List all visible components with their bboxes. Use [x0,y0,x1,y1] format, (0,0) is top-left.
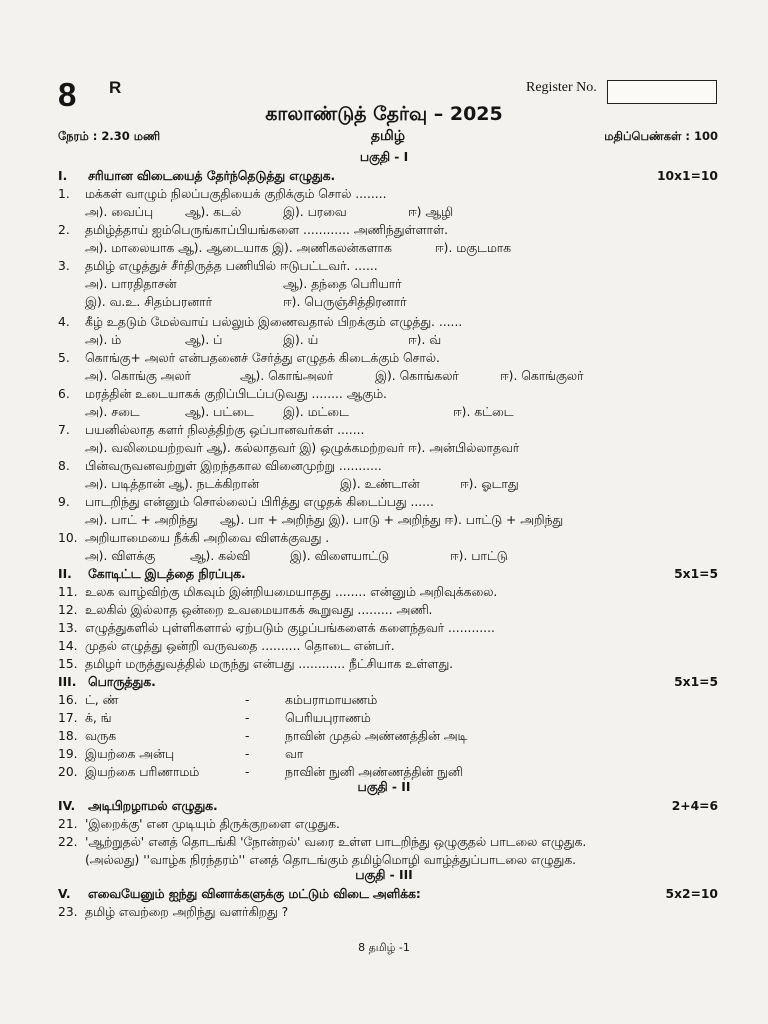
max-marks: மதிப்பெண்கள் : 100 [604,129,718,143]
part-2-heading: பகுதி - II [357,780,411,794]
question-8: 8. பின்வருவனவற்றுள் இறந்தகால வினைமுற்று ........... [58,459,382,473]
part-1-heading: பகுதி - I [359,150,409,164]
section-1-heading [58,168,718,186]
question-6-options: அ). சடை ஆ). பட்டை இ). மட்டை ஈ). கட்டை [85,405,514,419]
question-9-options: அ). பாட் + அறிந்து ஆ). பா + அறிந்து இ). பாடு + அறிந்து ஈ). பாட்டு + அறிந்து [85,513,564,527]
question-2: 2. தமிழ்த்தாய் ஐம்பெருங்காப்பியங்களை ............ அணிந்துள்ளாள். [58,223,448,237]
question-9: 9. பாடறிந்து என்னும் சொல்லைப் பிரித்து எழுதக் கிடைப்பது ...... [58,495,434,509]
question-7-options: அ). வலிமையற்றவர் ஆ). கல்லாதவர் இ) ஒழுக்கமற்றவர் ஈ). அன்பில்லாதவர் [85,441,520,455]
question-5-options: அ). கொங்கு அலர் ஆ). கொங்அலர் இ). கொங்கலர் ஈ). கொங்குலர் [85,369,584,383]
fill-blank-14: 14. முதல் எழுத்து ஒன்றி வருவதை .......... தொடை என்பர். [58,639,395,653]
question-1: 1. மக்கள் வாழும் நிலப்பகுதியைக் குறிக்கும் சொல் ........ [58,187,387,201]
question-8-options: அ). படித்தான் ஆ). நடக்கிறான் இ). உண்டான் ஈ). ஓடாது [85,477,519,491]
question-10: 10. அறியாமையை நீக்கி அறிவை விளக்குவது . [58,531,330,545]
part-3-heading: பகுதி - III [355,868,413,882]
grade-number: 8 [58,76,77,113]
question-2-options: அ). மாலையாக ஆ). ஆடையாக இ). அணிகலன்களாக ஈ). மகுடமாக [85,241,512,255]
question-7: 7. பயனில்லாத களர் நிலத்திற்கு ஒப்பானவர்கள் ....... [58,423,365,437]
section-number: I. [58,169,68,183]
question-4: 4. கீழ் உதடும் மேல்வாய் பல்லும் இணைவதால் பிறக்கும் எழுத்து. ...... [58,315,463,329]
question-3-options-a: அ). பாரதிதாசன் ஆ). தந்தை பெரியார் [85,277,402,291]
question-4-options: அ). ம் ஆ). ப் இ). ய் ஈ). வ் [85,333,442,347]
memory-22: 22. 'ஆற்றுதல்' எனத் தொடங்கி 'நோன்றல்' வரை உள்ள பாடறிந்து ஒழுகுதல் பாடலை எழுதுக. [58,835,587,849]
register-number-box[interactable] [607,80,717,104]
question-3-options-b: இ). வ.உ. சிதம்பரனார் ஈ). பெருஞ்சித்திரனார் [85,295,407,309]
match-19: 19. இயற்கை அன்பு - வா [58,747,304,761]
register-label: Register No. [526,80,597,95]
page-footer: 8 தமிழ் -1 [358,941,410,954]
section-marks: 10x1=10 [656,169,718,183]
fill-blank-11: 11. உலக வாழ்விற்கு மிகவும் இன்றியமையாதது ........ என்னும் அறிவுக்கலை. [58,585,498,599]
fill-blank-13: 13. எழுத்துகளில் புள்ளிகளால் ஏற்படும் குழப்பங்களைக் களைந்தவர் ............ [58,621,495,635]
section-5-heading: V. எவையேனும் ஐந்து வினாக்களுக்கு மட்டும் விடை அளிக்க: 5x2=10 [58,887,718,901]
short-answer-23: 23. தமிழ் எவற்றை அறிந்து வளர்கிறது ? [58,905,289,919]
section-2-heading: II. கோடிட்ட இடத்தை நிரப்புக. 5x1=5 [58,567,718,581]
question-6: 6. மரத்தின் உடையாகக் குறிப்பிடப்படுவது ........ ஆகும். [58,387,387,401]
section-4-heading: IV. அடிபிறழாமல் எழுதுக. 2+4=6 [58,799,718,813]
question-5: 5. கொங்கு+ அலர் என்பதனைச் சேர்த்து எழுதக் கிடைக்கும் சொல். [58,351,440,365]
question-10-options: அ). விளக்கு ஆ). கல்வி இ). விளையாட்டு ஈ). பாட்டு [85,549,508,563]
exam-title: காலாண்டுத் தேர்வு – 2025 [265,103,503,125]
memory-22-alternate: (அல்லது) ''வாழ்க நிரந்தரம்'' எனத் தொடங்கும் தமிழ்மொழி வாழ்த்துப்பாடலை எழுதுக. [85,853,576,867]
fill-blank-12: 12. உலகில் இல்லாத ஒன்றை உவமையாகக் கூறுவது ......... அணி. [58,603,433,617]
subject-title: தமிழ் [370,128,406,144]
question-1-options: அ). வைப்பு ஆ). கடல் இ). பரவை ஈ) ஆழி [85,205,454,219]
section-instruction: சரியான விடையைத் தேர்ந்தெடுத்து எழுதுக. [88,169,336,183]
match-18: 18. வருக - நாவின் முதல் அண்ணத்தின் அடி [58,729,468,743]
section-3-heading: III. பொருத்துக. 5x1=5 [58,675,718,689]
match-17: 17. க், ங் - பெரியபுராணம் [58,711,371,725]
medium-code: R [109,78,122,97]
memory-21: 21. 'இறைக்கு' என முடியும் திருக்குறளை எழுதுக. [58,817,340,831]
match-16: 16. ட், ண் - கம்பராமாயணம் [58,693,378,707]
match-20: 20. இயற்கை பரிணாமம் - நாவின் நுனி அண்ணத்தின் நுனி [58,765,463,779]
fill-blank-15: 15. தமிழர் மருத்துவத்தில் மருந்து என்பது ............ நீட்சியாக உள்ளது. [58,657,454,671]
time-label: நேரம் : 2.30 மணி [58,129,161,143]
question-3: 3. தமிழ் எழுத்துச் சீர்திருத்த பணியில் ஈடுபட்டவர். ...... [58,259,378,273]
